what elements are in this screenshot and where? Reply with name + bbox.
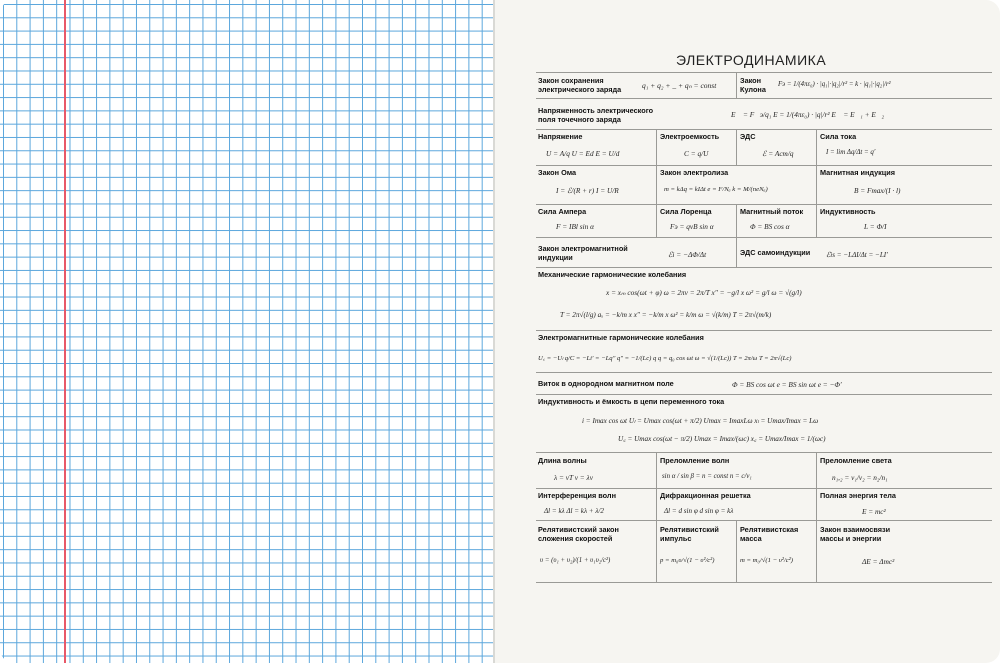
rule [816, 204, 817, 237]
rule [736, 520, 737, 582]
formula: ℰis = −LΔI/Δt = −LI′ [826, 251, 888, 259]
formula: I = ℰ/(R + r) I = U/R [556, 186, 619, 195]
formula: F = IBl sin α [556, 222, 594, 231]
rule [536, 394, 992, 395]
cell-label: Сила Лоренца [660, 207, 712, 216]
formula: n₁,₂ = v₁/v₂ = n₂/n₁ [832, 473, 888, 482]
rule [736, 204, 737, 237]
rule [656, 165, 657, 204]
formula: C = q/U [684, 149, 709, 158]
formula: Fэ = qvB sin α [670, 222, 714, 231]
cell-label: Длина волны [538, 456, 587, 465]
cell-label: Релятивистский импульс [660, 525, 719, 543]
cell-label: ЭДС самоиндукции [740, 248, 811, 257]
rule [536, 72, 992, 73]
margin-line [64, 0, 66, 663]
formula: U꜀ = Umax cos(ωt − π/2) Umax = Imax/(ωc) x꜀ = Umax/Imax = 1/(ωc) [618, 435, 826, 443]
grid-notebook-page [0, 0, 493, 663]
formula: T = 2π√(l/g) aₓ = −k/m x x″ = −k/m x ω² = k/m ω = √(k/m) T = 2π√(m/k) [560, 311, 772, 319]
formula: ℰi = −ΔΦ/Δt [668, 250, 707, 259]
sheet-title: ЭЛЕКТРОДИНАМИКА [676, 52, 827, 68]
cell-label: Преломление волн [660, 456, 730, 465]
rule [536, 582, 992, 583]
cell-label: Сила Ампера [538, 207, 587, 216]
cell-label: Закон взаимосвязи массы и энергии [820, 525, 891, 543]
cell-label: Магнитная индукция [820, 168, 896, 177]
formula: B = Fmax/(I · l) [854, 186, 901, 195]
cell-label: Электромагнитные гармонические колебания [538, 333, 704, 342]
cell-label: Преломление света [820, 456, 892, 465]
rule [536, 98, 992, 99]
formula: Δl = kλ Δl = kλ + λ/2 [544, 507, 604, 515]
formula: U꜀ = −Uₗ q/C = −Li′ = −Lq″ q″ = −1/(Lc) q q = q₀ cos ωt ω = √(1/(Lc)) T = 2π/ω T = 2π√(Lc) [538, 355, 792, 362]
cell-label: Электроемкость [660, 132, 720, 141]
cell-label: Интерференция волн [538, 491, 616, 500]
cell-label: Релятивистская масса [740, 525, 799, 543]
rule [536, 520, 992, 521]
cell-label: Виток в однородном магнитном поле [538, 379, 674, 388]
rule [536, 372, 992, 373]
rule [656, 129, 657, 165]
rule [536, 488, 992, 489]
rule [736, 237, 737, 267]
formula: Φ = BS cos ωt e = BS sin ωt e = −Φ′ [732, 380, 842, 389]
formula: q₁ + q₂ + _ + qₙ = const [642, 81, 717, 90]
formula: I = lim Δq/Δt = q′ [826, 149, 876, 156]
cell-label: Индуктивность и ёмкость в цепи переменного тока [538, 397, 725, 406]
formula: L = Φ/I [864, 222, 887, 231]
rule [536, 204, 992, 205]
rule [816, 129, 817, 165]
cell-label: Закон электромагнитной индукции [538, 244, 628, 262]
rule [536, 165, 992, 166]
rule [536, 330, 992, 331]
rule [736, 129, 737, 165]
formula-sheet [536, 52, 992, 582]
formula: E = mc² [862, 507, 886, 516]
rule [656, 452, 657, 582]
rule [656, 204, 657, 237]
rule [536, 452, 992, 453]
cell-label: Дифракционная решетка [660, 491, 751, 500]
rule [736, 72, 737, 98]
formula: Φ = BS cos α [750, 222, 790, 231]
formula: i = Imax cos ωt Uₗ = Umax cos(ωt + π/2) Umax = ImaxLω xₗ = Umax/Imax = Lω [582, 417, 819, 425]
formula: U = A/q U = Ed E = U/d [546, 149, 620, 158]
formula: E⃗ = F⃗э/q₁ E = 1/(4πε₀) · |q|/r² E⃗ = E⃗₁ + E⃗₂ [731, 110, 885, 119]
cell-label: Магнитный поток [740, 207, 804, 216]
formula: υ = (υ₁ + υ₂)/(1 + υ₁υ₂/c²) [540, 557, 611, 564]
formula: Fэ = 1/(4πε₀) · |q₁|·|q₂|/r² = k · |q₁|·|q₂|/r² [778, 81, 891, 88]
cell-label: Закон Ома [538, 168, 577, 177]
rule [816, 165, 817, 204]
formula: x = xₘ cos(ωt + φ) ω = 2πν = 2π/T x″ = −g/l x ω² = g/l ω = √(g/l) [606, 288, 802, 297]
cell-label: Напряжение [538, 132, 583, 141]
cell-label: Сила тока [820, 132, 857, 141]
formula: ΔE = Δmc² [862, 557, 895, 566]
formula: λ = vT v = λν [554, 473, 593, 482]
formula: sin α / sin β = n = const n = c/v₁ [662, 473, 752, 480]
cell-label: ЭДС [740, 132, 756, 141]
formula: Δl = d sin φ d sin φ = kλ [664, 507, 734, 515]
cell-label: Закон сохранения электрического заряда [538, 76, 622, 94]
formula: m = m₀/√(1 − υ²/c²) [740, 557, 793, 564]
formula: ℰ = Aст/q [762, 149, 794, 158]
formula: p = m₀υ/√(1 − υ²/c²) [660, 557, 715, 564]
cell-label: Закон Кулона [740, 76, 766, 94]
cell-label: Релятивистский закон сложения скоростей [538, 525, 619, 543]
cell-label: Индуктивность [820, 207, 876, 216]
rule [536, 267, 992, 268]
cell-label: Напряженность электрического поля точечного заряда [538, 106, 654, 124]
rule [816, 452, 817, 582]
rule [536, 237, 992, 238]
cell-label: Полная энергия тела [820, 491, 896, 500]
rule [536, 129, 992, 130]
cell-label: Механические гармонические колебания [538, 270, 687, 279]
formula: m = kΔq = kIΔt e = F/Nₐ k = M/(neNₐ) [664, 186, 768, 193]
cell-label: Закон электролиза [660, 168, 729, 177]
